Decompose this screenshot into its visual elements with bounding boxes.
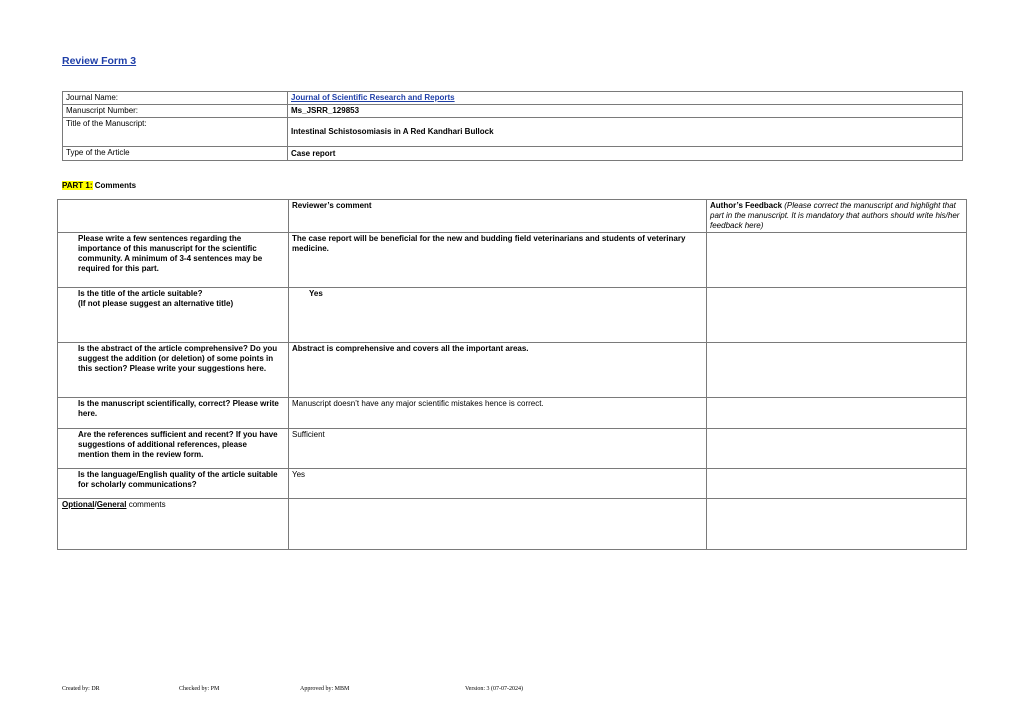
manuscript-title-label: Title of the Manuscript: xyxy=(63,118,288,147)
optional-feedback-cell[interactable] xyxy=(707,499,967,550)
reviewer-comment-cell[interactable]: Sufficient xyxy=(289,429,707,469)
part1-heading xyxy=(62,181,136,190)
optional-label-b: General xyxy=(96,500,127,509)
manuscript-info-table xyxy=(62,91,963,161)
question-cell: Are the references sufficient and recent? If you have suggestions of additional references, please mention them in the review form. xyxy=(58,429,289,469)
comments-header-row xyxy=(58,200,967,233)
question-cell: Is the title of the article suitable? (If not please suggest an alternative title) xyxy=(58,288,289,343)
question-cell: Is the language/English quality of the article suitable for scholarly communications? xyxy=(58,469,289,499)
footer-checked: Checked by: PM xyxy=(179,686,220,692)
reviewer-comment-cell[interactable]: Abstract is comprehensive and covers all the important areas. xyxy=(289,343,707,398)
question-cell: Please write a few sentences regarding the importance of this manuscript for the scientific community. A minimum of 3-4 sentences may be required for this part. xyxy=(58,233,289,288)
table-row xyxy=(58,398,967,429)
journal-name-row xyxy=(63,92,963,105)
manuscript-number-value: Ms_JSRR_129853 xyxy=(288,105,963,118)
author-feedback-cell[interactable] xyxy=(707,429,967,469)
question-cell: Is the manuscript scientifically, correct? Please write here. xyxy=(58,398,289,429)
part1-prefix: PART 1: xyxy=(62,181,93,190)
optional-comments-row xyxy=(58,499,967,550)
author-feedback-cell[interactable] xyxy=(707,469,967,499)
manuscript-number-label: Manuscript Number: xyxy=(63,105,288,118)
author-feedback-note: (Please correct the manuscript and highlight that part in the manuscript. It is mandatory that authors should write his/her feedback here) xyxy=(710,201,960,230)
author-feedback-cell[interactable] xyxy=(707,233,967,288)
optional-label-a: Optional xyxy=(62,500,95,509)
comments-table xyxy=(57,199,967,550)
footer-approved: Approved by: MBM xyxy=(300,686,350,692)
footer-version: Version: 3 (07-07-2024) xyxy=(465,686,523,692)
optional-label-rest: comments xyxy=(126,500,166,509)
article-type-label: Type of the Article xyxy=(63,147,288,161)
author-feedback-header xyxy=(707,200,967,233)
reviewer-comment-cell[interactable]: Manuscript doesn’t have any major scientific mistakes hence is correct. xyxy=(289,398,707,429)
table-row xyxy=(58,429,967,469)
author-feedback-cell[interactable] xyxy=(707,343,967,398)
author-feedback-cell[interactable] xyxy=(707,398,967,429)
manuscript-number-row xyxy=(63,105,963,118)
optional-comments-cell[interactable] xyxy=(289,499,707,550)
table-row xyxy=(58,288,967,343)
author-feedback-cell[interactable] xyxy=(707,288,967,343)
manuscript-title-row xyxy=(63,118,963,147)
journal-name-label: Journal Name: xyxy=(63,92,288,105)
reviewer-comment-header: Reviewer’s comment xyxy=(289,200,707,233)
reviewer-comment-cell[interactable]: The case report will be beneficial for the new and budding field veterinarians and students of veterinary medicine. xyxy=(289,233,707,288)
journal-name-link[interactable]: Journal of Scientific Research and Reports xyxy=(291,93,455,102)
question-cell: Is the abstract of the article comprehensive? Do you suggest the addition (or deletion) of some points in this section? Please write your suggestions here. xyxy=(58,343,289,398)
footer-created: Created by: DR xyxy=(62,686,100,692)
table-row xyxy=(58,343,967,398)
table-row xyxy=(58,469,967,499)
question-header-cell xyxy=(58,200,289,233)
article-type-row xyxy=(63,147,963,161)
optional-comments-label xyxy=(58,499,289,550)
part1-label: Comments xyxy=(92,181,137,190)
author-feedback-title: Author’s Feedback xyxy=(710,201,783,210)
table-row xyxy=(58,233,967,288)
manuscript-title-value: Intestinal Schistosomiasis in A Red Kandhari Bullock xyxy=(288,118,963,147)
reviewer-comment-cell[interactable]: Yes xyxy=(289,288,707,343)
article-type-value: Case report xyxy=(288,147,963,161)
journal-name-value xyxy=(288,92,963,105)
optional-label-sep: / xyxy=(94,500,97,509)
reviewer-comment-cell[interactable]: Yes xyxy=(289,469,707,499)
form-title: Review Form 3 xyxy=(62,55,137,67)
